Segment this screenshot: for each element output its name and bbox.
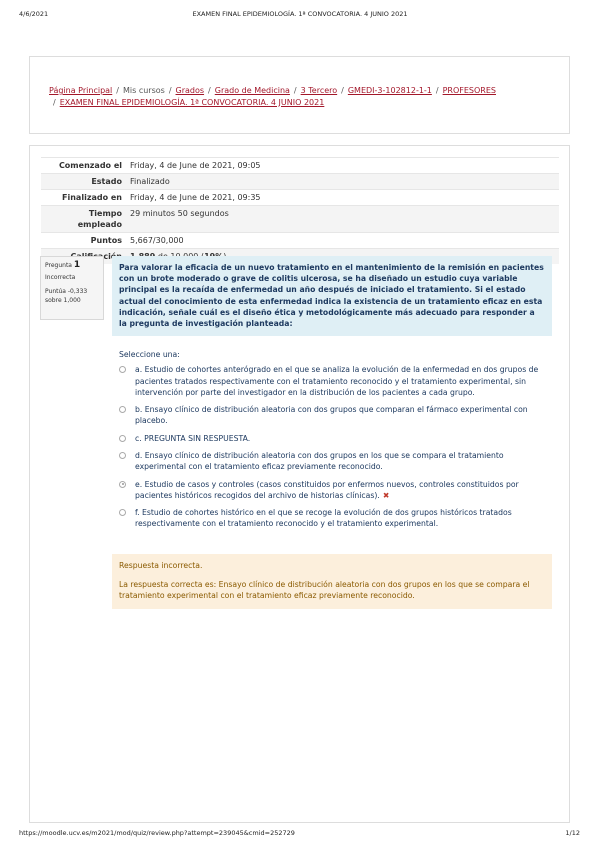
answer-text: e. Estudio de casos y controles (casos constituidos por enfermos nuevos, controles constituidos por pacientes históricos recogidos del archivo de historias clínicas).: [135, 479, 519, 500]
question-text: Para valorar la eficacia de un nuevo tratamiento en el mantenimiento de la remisión en pacientes con un brote moderado o grave de colitis ulcerosa, se ha diseñado un estudio cuya variable principal es la recaída de enfermedad un año después de iniciado el tratamiento. Si el estado actual del conocimiento de esta enfermedad indica la existencia de un tratamiento eficaz en esta indicación, señale cuál es el diseño ética y metodológicamente más adecuado para responder a la pregunta de investigación planteada:: [112, 256, 552, 336]
breadcrumb-grados[interactable]: Grados: [175, 86, 205, 95]
answer-text: c. PREGUNTA SIN RESPUESTA.: [135, 433, 251, 443]
time-value: 29 minutos 50 segundos: [126, 206, 559, 233]
time-label-line2: empleado: [77, 220, 122, 229]
answer-text: f. Estudio de cohortes histórico en el que se recoge la evolución de dos grupos históricos tratados respectivamente con el tratamiento reconocido y el tratamiento experimental.: [135, 508, 512, 529]
radio-button[interactable]: [119, 452, 126, 459]
time-label-line1: Tiempo: [88, 209, 122, 218]
finished-label: Finalizado en: [41, 190, 126, 206]
breadcrumb-separator: /: [293, 86, 297, 95]
radio-button-selected[interactable]: [119, 481, 126, 488]
print-date: 4/6/2021: [19, 10, 49, 18]
answer-text: a. Estudio de cohortes anterógrado en el que se analiza la evolución de la enfermedad en dos grupos de pacientes tratados respectivamente con el tratamiento reconocido y el tratamiento experimental, sin intervención por parte del investigador en la distribución de los pacientes a cada grupo.: [135, 365, 539, 397]
breadcrumb: [49, 85, 559, 108]
question-mark-line2: sobre 1,000: [45, 296, 81, 304]
breadcrumb-separator: /: [341, 86, 344, 95]
feedback-box: [112, 554, 552, 609]
summary-row-time: [41, 206, 559, 233]
feedback-result: Respuesta incorrecta.: [119, 560, 203, 570]
answer-option-e: [119, 479, 552, 502]
answer-options: [112, 364, 552, 530]
summary-row-points: [41, 233, 559, 249]
breadcrumb-exam[interactable]: EXAMEN FINAL EPIDEMIOLOGÍA. 1ª CONVOCATORIA. 4 JUNIO 2021: [59, 97, 325, 107]
question-number: [45, 261, 99, 271]
finished-value: Friday, 4 de June de 2021, 09:35: [126, 190, 559, 206]
breadcrumb-course[interactable]: GMEDI-3-102812-1-1: [347, 86, 432, 95]
summary-row-state: [41, 174, 559, 190]
breadcrumb-separator: /: [435, 86, 439, 95]
points-label: Puntos: [41, 233, 126, 249]
summary-row-started: [41, 158, 559, 174]
question-label: Pregunta: [45, 262, 72, 269]
started-label: Comenzado el: [41, 158, 126, 174]
question-mark-line1: Puntúa -0,333: [45, 288, 88, 295]
started-value: Friday, 4 de June de 2021, 09:05: [126, 158, 559, 174]
breadcrumb-home[interactable]: Página Principal: [49, 86, 113, 95]
radio-button[interactable]: [119, 435, 126, 442]
attempt-summary-table: [41, 157, 559, 264]
print-url: https://moodle.ucv.es/m2021/mod/quiz/review.php?attempt=239045&cmid=252729: [19, 829, 295, 837]
breadcrumb-separator: /: [53, 97, 56, 107]
question-state: Incorrecta: [45, 273, 76, 281]
breadcrumb-my-courses: Mis cursos: [122, 86, 165, 95]
answer-option-a: [119, 364, 552, 398]
quiz-review-region: [29, 145, 570, 823]
answer-option-d: [119, 450, 552, 473]
answer-option-b: [119, 404, 552, 427]
state-value: Finalizado: [126, 174, 559, 190]
answer-option-c: [119, 433, 552, 444]
breadcrumb-separator: /: [168, 86, 172, 95]
question-info-box: [40, 256, 104, 320]
breadcrumb-grado-medicina[interactable]: Grado de Medicina: [214, 86, 290, 95]
print-title: EXAMEN FINAL EPIDEMIOLOGÍA. 1ª CONVOCATORIA. 4 JUNIO 2021: [192, 10, 408, 18]
breadcrumb-separator: /: [116, 86, 119, 95]
breadcrumb-profesores[interactable]: PROFESORES: [442, 86, 496, 95]
summary-row-finished: [41, 190, 559, 206]
breadcrumb-tercero[interactable]: 3 Tercero: [300, 86, 338, 95]
answer-prompt: Seleccione una:: [119, 350, 180, 360]
question-content: [112, 256, 552, 609]
breadcrumb-separator: /: [208, 86, 211, 95]
print-header: [0, 10, 600, 20]
time-label: [41, 206, 126, 233]
answer-text: b. Ensayo clínico de distribución aleatoria con dos grupos que comparan el fármaco experimental con placebo.: [135, 405, 528, 426]
answer-text: d. Ensayo clínico de distribución aleatoria con dos grupos en los que se compara el tratamiento experimental con el tratamiento eficaz previamente reconocido.: [135, 451, 504, 472]
question-number-value: 1: [73, 260, 81, 270]
state-label: Estado: [41, 174, 126, 190]
radio-button[interactable]: [119, 406, 126, 413]
answer-option-f: [119, 507, 552, 530]
radio-button[interactable]: [119, 509, 126, 516]
radio-button[interactable]: [119, 366, 126, 373]
incorrect-icon: ✖: [382, 490, 390, 500]
feedback-correct-answer: La respuesta correcta es: Ensayo clínico de distribución aleatoria con dos grupos en los que se compara el tratamiento experimental con el tratamiento eficaz previamente reconocido.: [119, 580, 530, 601]
navigation-box: [29, 56, 570, 134]
print-page-number: 1/12: [565, 829, 580, 837]
points-value: 5,667/30,000: [126, 233, 559, 249]
